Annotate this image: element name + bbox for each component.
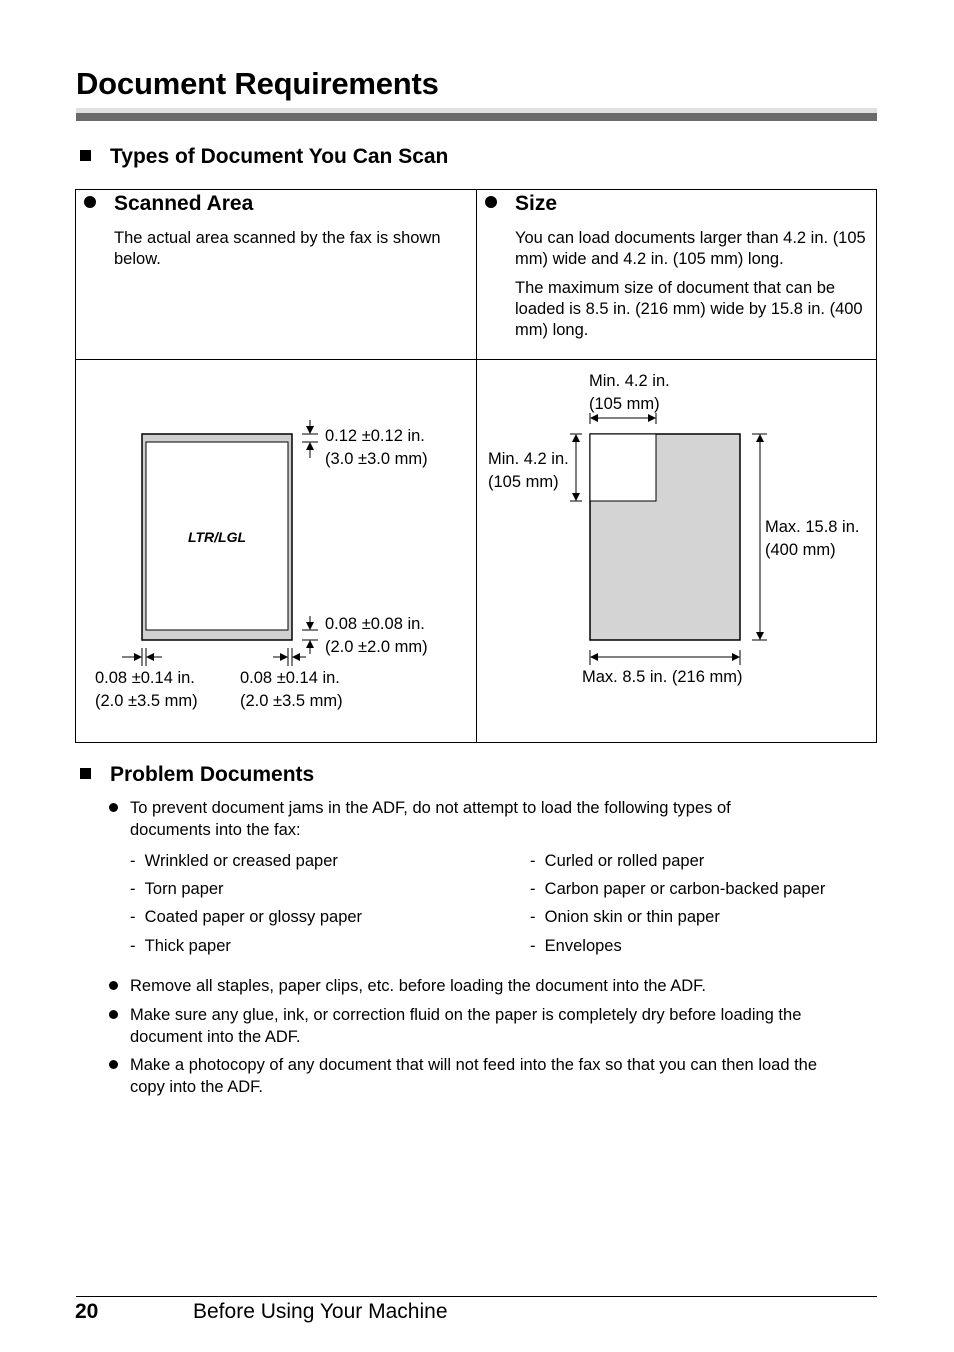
section-heading-problem: [80, 763, 314, 787]
bottom-margin-label: 0.08 ±0.08 in. (2.0 ±2.0 mm): [325, 615, 428, 656]
section-heading-types: [80, 145, 448, 169]
problem-bullet-1: To prevent document jams in the ADF, do not attempt to load the following types of documents into the fax:: [130, 799, 731, 839]
footer-chapter-title: Before Using Your Machine: [193, 1300, 448, 1323]
section-heading-label: Types of Document You Can Scan: [110, 145, 449, 168]
min-height-label: Min. 4.2 in. (105 mm): [488, 450, 569, 491]
max-width-label: Max. 8.5 in. (216 mm): [582, 668, 743, 686]
min-width-label: Min. 4.2 in. (105 mm): [589, 372, 670, 413]
scanned-area-heading-label: Scanned Area: [114, 192, 254, 215]
list-item: - Thick paper: [130, 937, 231, 955]
problem-bullet-4: Make a photocopy of any document that will not feed into the fax so that you can then load the copy into the ADF.: [130, 1056, 818, 1096]
bullet-icon: [485, 196, 497, 208]
list-item: - Carbon paper or carbon-backed paper: [530, 880, 826, 898]
list-item: - Onion skin or thin paper: [530, 908, 720, 926]
top-margin-marker: [302, 420, 318, 458]
size-text-1: You can load documents larger than 4.2 in. (105 mm) wide and 4.2 in. (105 mm) long.: [515, 229, 866, 268]
list-item: - Wrinkled or creased paper: [130, 852, 338, 870]
scanned-area-heading: [84, 192, 253, 216]
min-height-arrow: [570, 434, 582, 501]
bullet-icon: [109, 803, 118, 812]
size-heading-label: Size: [515, 192, 558, 215]
bullet-icon: [109, 1060, 118, 1069]
left-margin-marker: [122, 648, 162, 666]
top-margin-label: 0.12 ±0.12 in. (3.0 ±3.0 mm): [325, 427, 428, 468]
bullet-icon: [109, 981, 118, 990]
list-item: - Coated paper or glossy paper: [130, 908, 363, 926]
bottom-margin-marker: [302, 616, 318, 654]
list-item: - Envelopes: [530, 937, 622, 955]
title-rule: [76, 108, 877, 121]
page-title: Document Requirements: [76, 66, 439, 101]
paper-label: LTR/LGL: [187, 529, 247, 545]
problem-bullet-2: Remove all staples, paper clips, etc. before loading the document into the ADF.: [130, 977, 706, 995]
max-height-label: Max. 15.8 in. (400 mm): [765, 518, 860, 559]
footer-rule: [76, 1296, 877, 1297]
page-number: 20: [75, 1300, 99, 1323]
scanned-area-text: The actual area scanned by the fax is shown below.: [114, 229, 441, 268]
list-item: - Torn paper: [130, 880, 224, 898]
max-width-arrow: [590, 650, 740, 665]
right-margin-label: 0.08 ±0.14 in. (2.0 ±3.5 mm): [240, 669, 343, 710]
section-heading-label: Problem Documents: [110, 763, 315, 786]
square-bullet-icon: [80, 768, 91, 779]
problem-bullet-3: Make sure any glue, ink, or correction fluid on the paper is completely dry before loading the document into the ADF.: [130, 1006, 802, 1046]
list-item: - Curled or rolled paper: [530, 852, 705, 870]
bullet-icon: [109, 1010, 118, 1019]
size-text-2: The maximum size of document that can be loaded is 8.5 in. (216 mm) wide by 15.8 in. (400 mm) long.: [515, 279, 863, 339]
left-margin-label: 0.08 ±0.14 in. (2.0 ±3.5 mm): [95, 669, 198, 710]
min-document-area: [590, 434, 656, 501]
square-bullet-icon: [80, 150, 91, 161]
right-margin-marker: [273, 648, 306, 666]
bullet-icon: [84, 196, 96, 208]
size-heading: [485, 192, 557, 216]
